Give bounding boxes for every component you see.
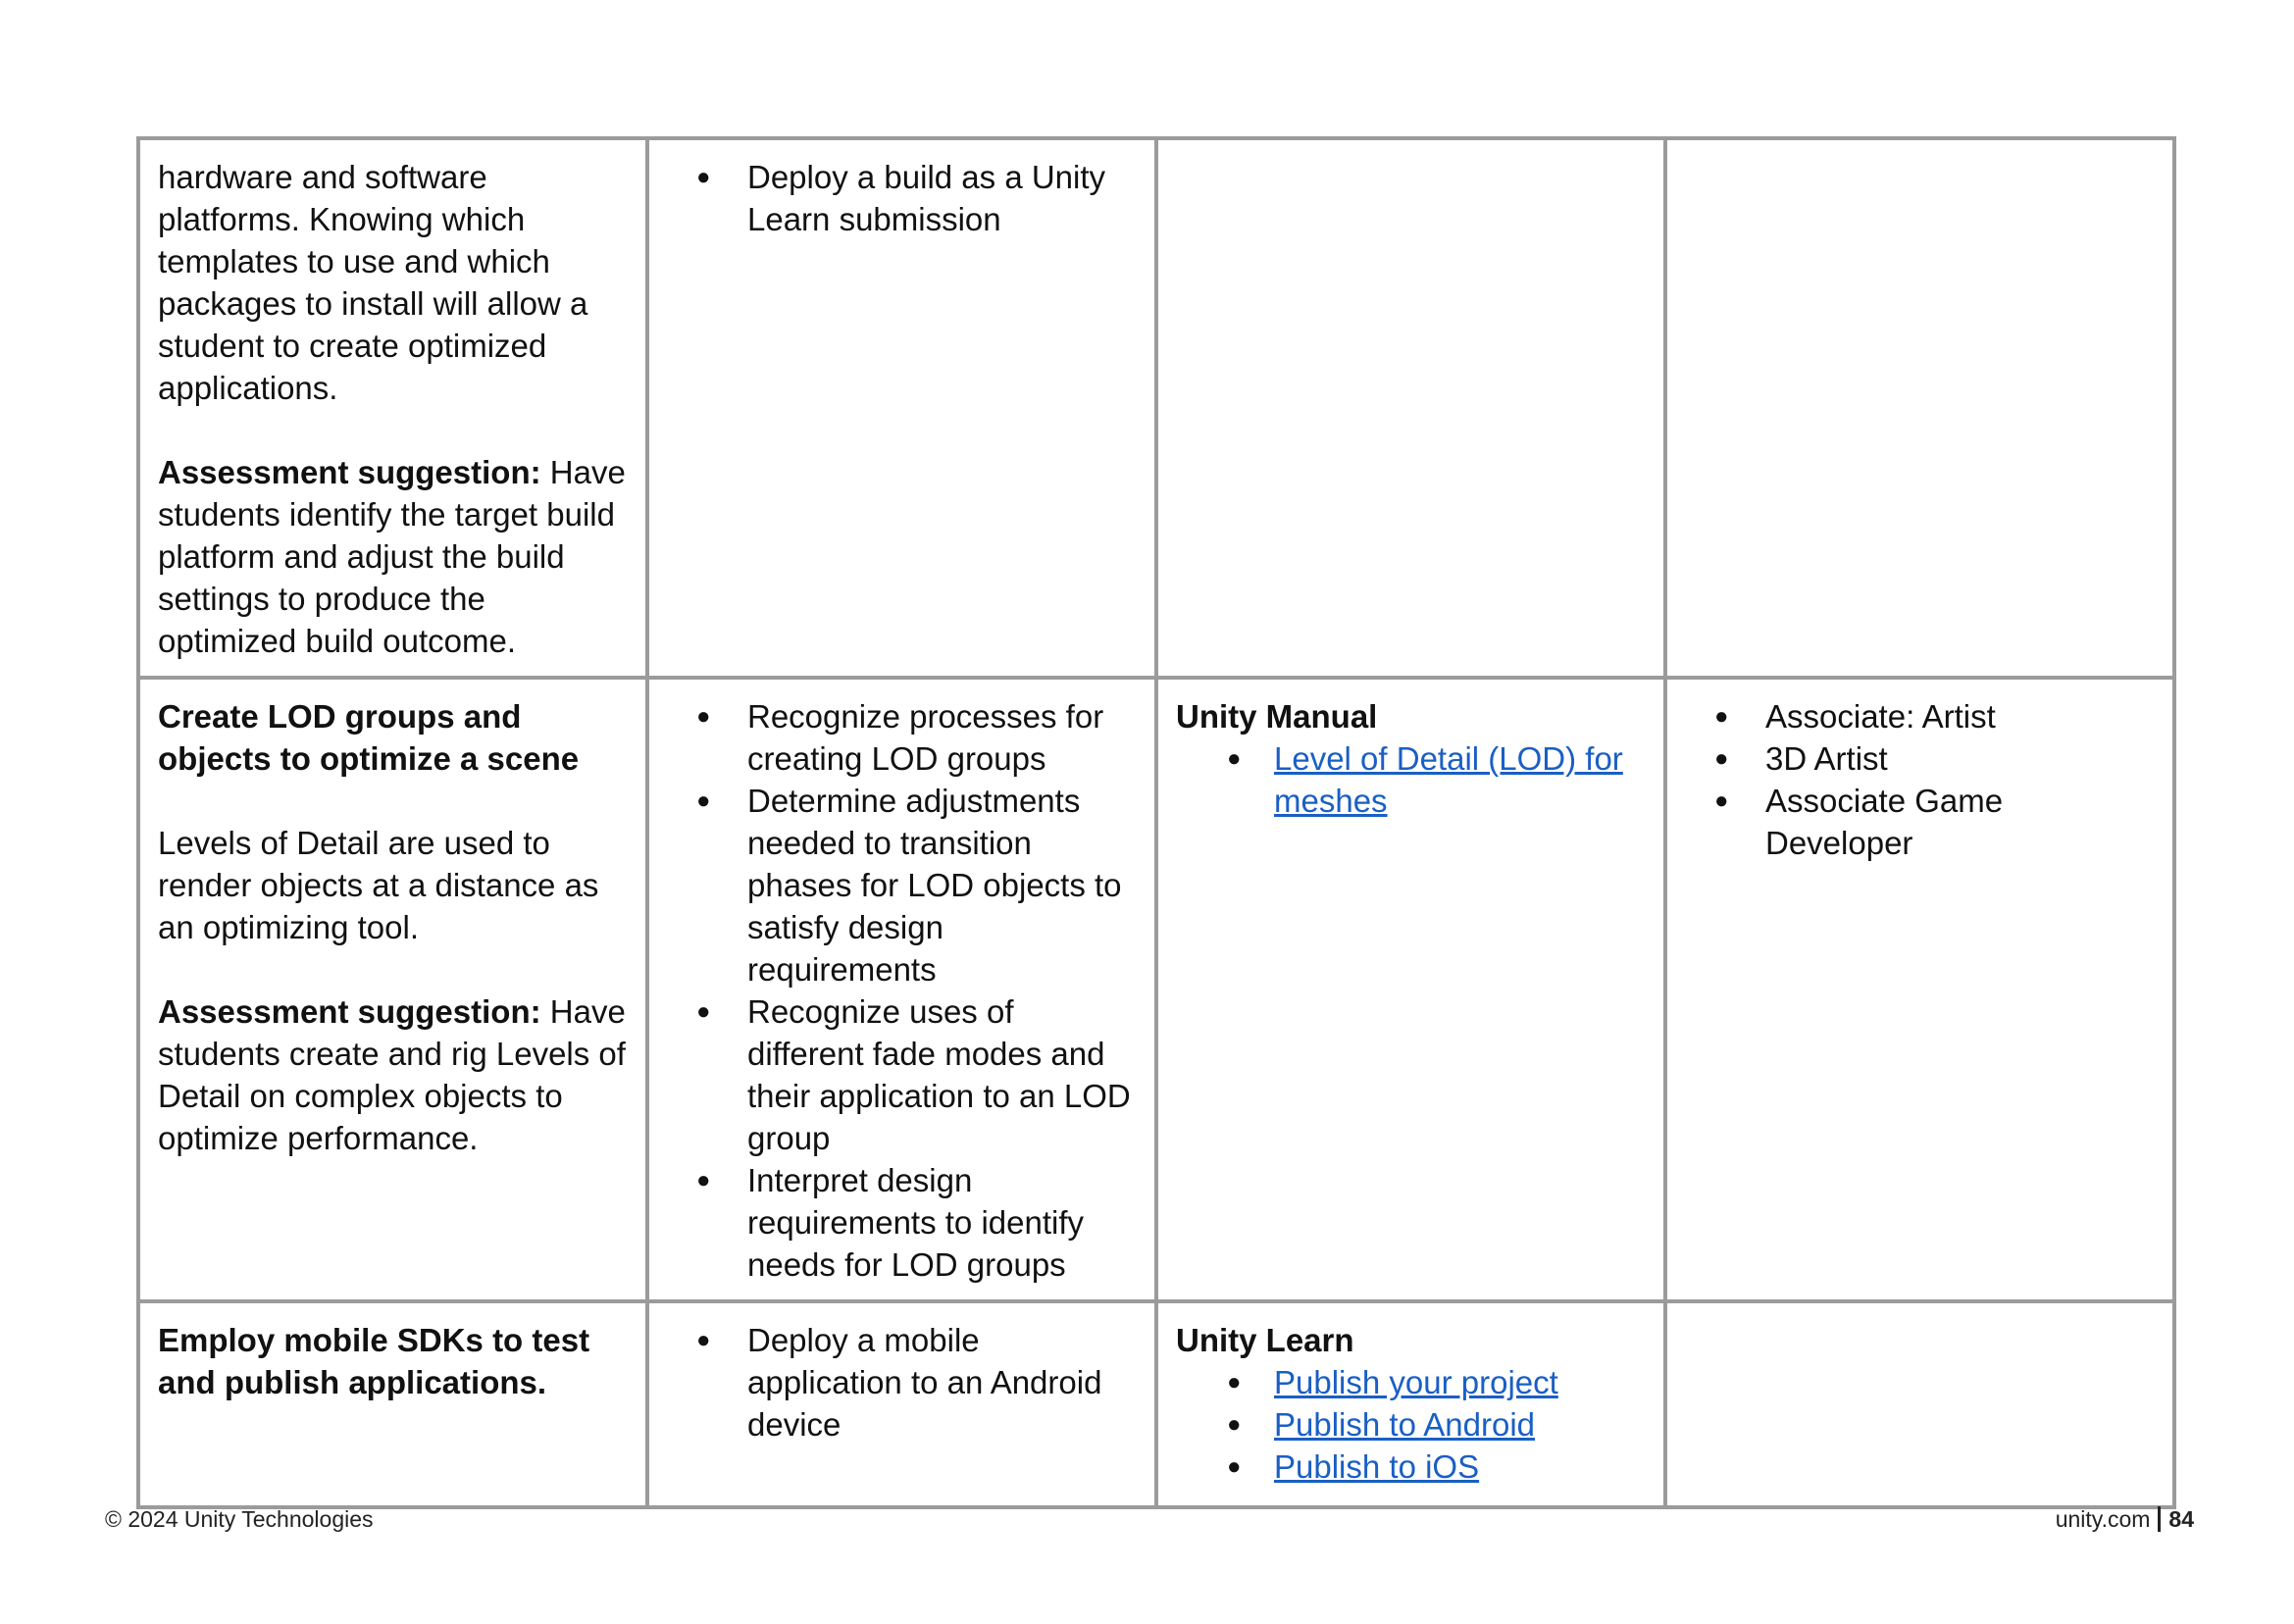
skills-cell (647, 678, 1156, 1301)
assessment-suggestion (158, 990, 628, 1159)
assessment-label: Assessment suggestion: (158, 993, 541, 1030)
list-item: ● Deploy a mobile application to an Android device (747, 1319, 1137, 1446)
curriculum-table (136, 136, 2176, 1509)
list-item (1274, 1446, 1646, 1488)
resource-links (1176, 1361, 1646, 1488)
list-item: ● Determine adjustments needed to transition phases for LOD objects to satisfy design requirements (747, 780, 1137, 990)
assessment-text: Have students create and rig Levels of Detail on complex objects to optimize performance. (158, 993, 626, 1156)
table-row (138, 138, 2174, 678)
table-row (138, 678, 2174, 1301)
list-item: ● 3D Artist (1765, 737, 2155, 780)
resource-heading: Unity Learn (1176, 1322, 1354, 1358)
roles-cell (1665, 678, 2174, 1301)
page-number: 84 (2168, 1506, 2194, 1532)
objective-title: Employ mobile SDKs to test and publish applications. (158, 1322, 590, 1400)
list-item (1274, 1403, 1646, 1446)
objective-cell (138, 1301, 647, 1507)
objective-title: Create LOD groups and objects to optimize a scene (158, 698, 580, 777)
list-item: ● Recognize processes for creating LOD groups (747, 695, 1137, 780)
list-item: ● Recognize uses of different fade modes and their application to an LOD group (747, 990, 1137, 1159)
objective-cell (138, 138, 647, 678)
objective-description: Levels of Detail are used to render objects at a distance as an optimizing tool. (158, 825, 599, 945)
skills-list (667, 1319, 1137, 1446)
resource-links (1176, 737, 1646, 822)
publish-android-link[interactable]: Publish to Android (1274, 1406, 1536, 1443)
table-row (138, 1301, 2174, 1507)
resource-heading: Unity Manual (1176, 698, 1378, 735)
roles-cell (1665, 1301, 2174, 1507)
resources-cell (1156, 138, 1665, 678)
list-item (1274, 737, 1646, 822)
roles-list (1685, 695, 2155, 864)
skills-list (667, 156, 1137, 240)
assessment-suggestion (158, 451, 628, 662)
skills-list (667, 695, 1137, 1286)
footer-site: unity.com (2055, 1506, 2151, 1532)
resources-cell (1156, 1301, 1665, 1507)
list-item: ● Associate Game Developer (1765, 780, 2155, 864)
skills-cell (647, 138, 1156, 678)
publish-project-link[interactable]: Publish your project (1274, 1364, 1558, 1400)
list-item: ● Interpret design requirements to identify needs for LOD groups (747, 1159, 1137, 1286)
objective-description: hardware and software platforms. Knowing which templates to use and which packages to install will allow a student to create optimized applications. (158, 159, 588, 406)
footer-page-info (2056, 1506, 2194, 1533)
footer-copyright: © 2024 Unity Technologies (105, 1506, 374, 1532)
roles-cell (1665, 138, 2174, 678)
objective-cell (138, 678, 647, 1301)
list-item: ● Deploy a build as a Unity Learn submission (747, 156, 1137, 240)
assessment-text: Have students identify the target build platform and adjust the build settings to produce the optimized build outcome. (158, 454, 626, 659)
resources-cell (1156, 678, 1665, 1301)
publish-ios-link[interactable]: Publish to iOS (1274, 1448, 1480, 1485)
assessment-label: Assessment suggestion: (158, 454, 541, 490)
list-item: ● Associate: Artist (1765, 695, 2155, 737)
footer-divider (2158, 1506, 2161, 1532)
lod-meshes-link[interactable]: Level of Detail (LOD) for meshes (1274, 740, 1623, 819)
skills-cell (647, 1301, 1156, 1507)
list-item (1274, 1361, 1646, 1403)
